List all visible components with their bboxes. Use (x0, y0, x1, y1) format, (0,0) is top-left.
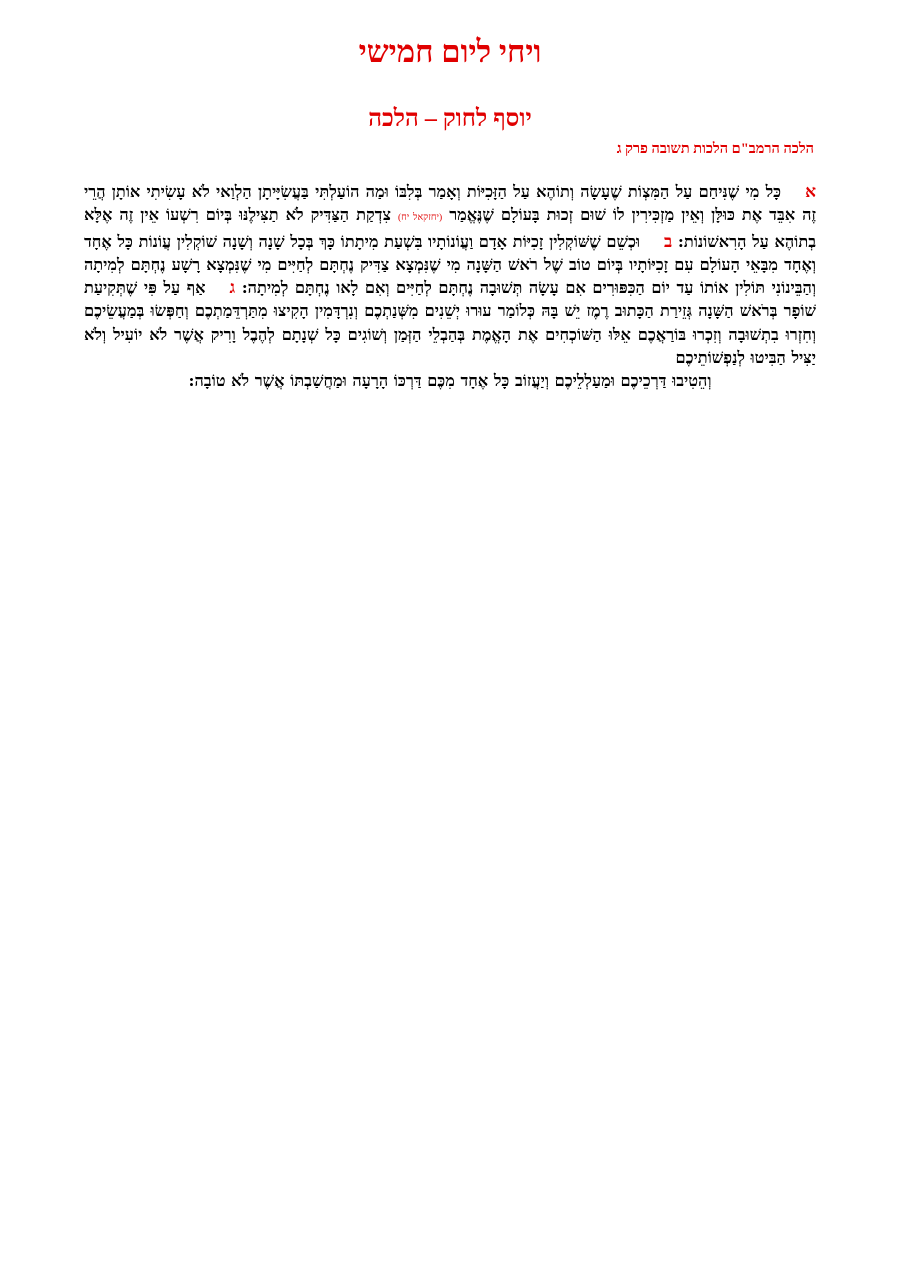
halacha-marker-3: ג (229, 278, 236, 298)
page-subtitle: יוסף לחוק – הלכה (368, 106, 532, 132)
halacha-1-text-a: כָּל מִי שֶׁנִּיחַם עַל הַמִּצְוֹת שֶׁעָשָׂה וְתוֹהֶא עַל הַזָּכִיּוֹת וְאָמַר בְּלִבּוֹ וּמַה הוֹעַלְתִּי בַּעֲשִׂיָּיתָן הַלְוַאי לֹא עָשִׂיתִי אוֹתָן הֲרֵי זֶה אִבֵּד אֶת כּוּלָּן וְאֵין מַזְכִּירִין לוֹ שׁוּם זְכוּת בָּעוֹלָם שֶׁנֶּאֱמַר (84, 182, 817, 225)
verse-citation: (יחזקאל יח) (397, 213, 443, 224)
halacha-1-text-b: צִדְקַת הַצַּדִּיק לֹא תַצִּילֶנּוּ בְּיוֹם רִשְׁעוֹ אֵין זֶה אֶלָּא בְתוֹהֶא עַל הָרִאשׁוֹנוֹת: (84, 205, 816, 252)
page-title: ויחי ליום חמישי (358, 34, 542, 69)
halacha-body (84, 180, 816, 392)
halacha-marker-2: ב (664, 232, 673, 252)
source-reference: הלכה הרמב"ם הלכות תשובה פרק ג (616, 141, 814, 157)
halacha-2-text: וּכְשֵׁם שֶׁשּׁוֹקְלִין זָכִיּוֹת אָדָם וַעֲוֹנוֹתָיו בִּשְׁעַת מִיתָתוֹ כָּךְ בְּכָל שָׁנָה וְשָׁנָה שׁוֹקְלִין עֲוֹנוֹת כָּל אֶחָד וְאֶחָד מִבָּאֵי הָעוֹלָם עִם זָכִיּוֹתָיו בְּיוֹם טוֹב שֶׁל רֹאשׁ הַשָּׁנָה מִי שֶׁנִּמְצָא צַדִּיק נֶחְתָּם לְחַיִּים מִי שֶׁנִּמְצָא רָשָׁע נֶחְתָּם לְמִיתָה וְהַבֵּינוֹנִי תּוֹלִין אוֹתוֹ עַד יוֹם הַכִּפּוּרִים אִם עָשָׂה תְּשׁוּבָה נֶחְתָּם לְחַיִּים וְאִם לָאו נֶחְתָּם לְמִיתָה: (84, 232, 816, 298)
halacha-3-text: אַף עַל פִּי שֶׁתְּקִיעַת שׁוֹפָר בְּרֹאשׁ הַשָּׁנָה גְּזֵירַת הַכָּתוּב רֶמֶז יֵשׁ בָּהּ כְּלוֹמַר עוּרוּ יְשֵׁנִים מִשְּׁנַתְכֶם וְנִרְדָּמִין הָקִיצוּ מִתַּרְדֵּמַתְכֶם וְחַפְּשׂוּ בְּמַעֲשֵׂיכֶם וְחִזְרוּ בִתְשׁוּבָה וְזִכְרוּ בּוֹרַאֲכֶם אֵלּוּ הַשּׁוֹכְחִים אֶת הָאֱמֶת בְּהַבְלֵי הַזְּמַן וְשׁוֹגִים כָּל שְׁנָתָם לְהֶבֶל וָרִיק אֲשֶׁר לֹא יוֹעִיל וְלֹא יַצִּיל הַבִּיטוּ לְנַפְשׁוֹתֵיכֶם (84, 278, 816, 367)
halacha-3-last-line: וְהֵטִיבוּ דַּרְכֵיכֶם וּמַעַלְלֵיכֶם וְיַעֲזוֹב כָּל אֶחָד מִכֶּם דַּרְכּוֹ הָרָעָה וּמַחֲשַׁבְתּוֹ אֲשֶׁר לֹא טוֹבָה: (188, 370, 712, 390)
halacha-marker-1: א (805, 182, 816, 201)
